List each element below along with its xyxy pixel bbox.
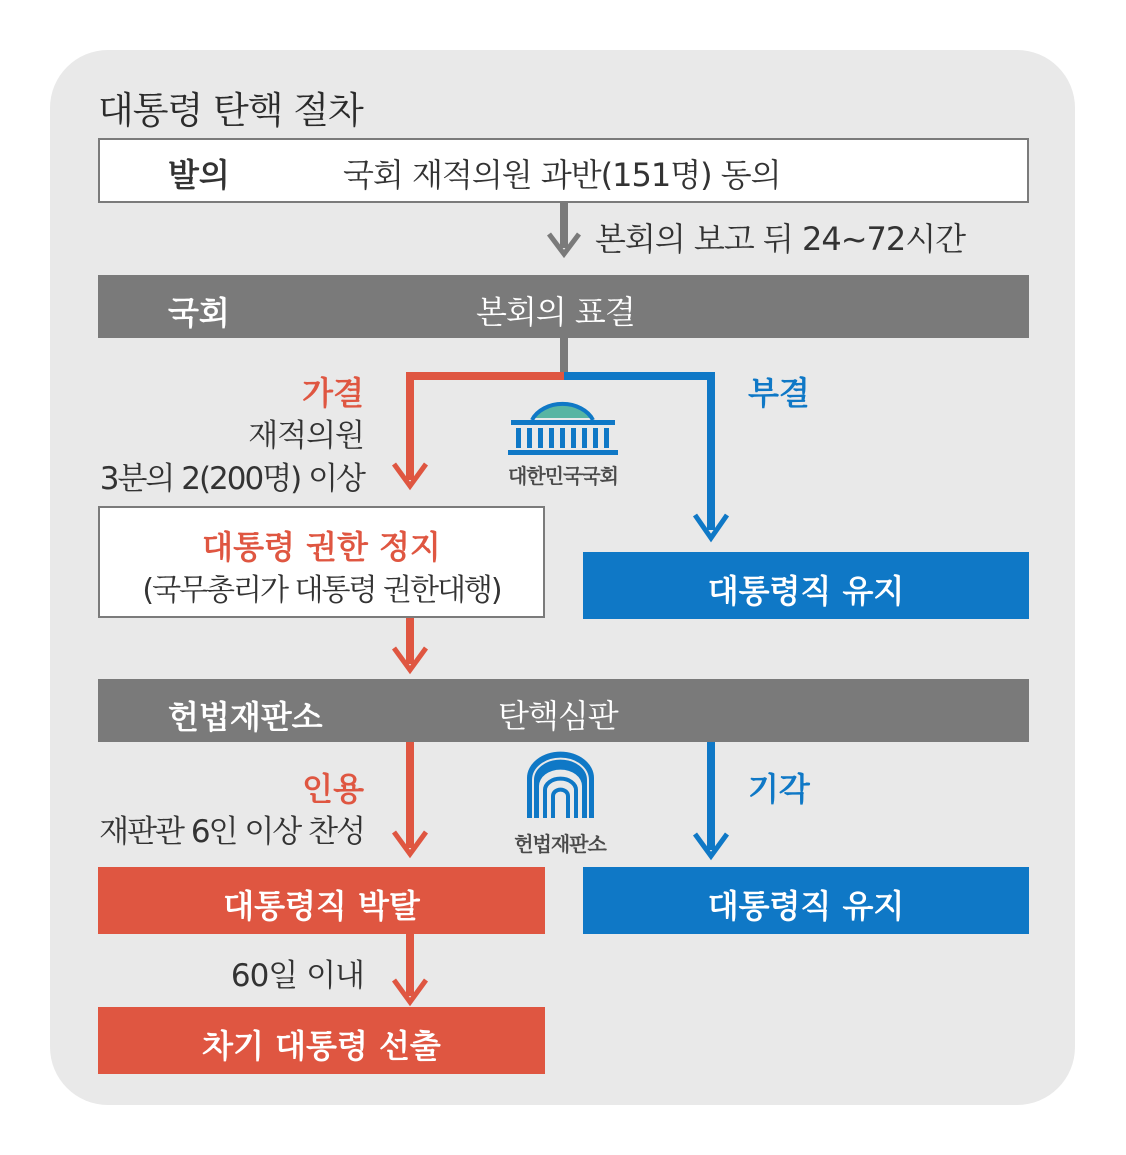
assembly-label: 국회 [168, 294, 230, 332]
retain-text-2: 대통령직 유지 [707, 887, 905, 925]
court-logo-text: 헌법재판소 [514, 832, 606, 856]
page-title: 대통령 탄핵 절차 [98, 89, 363, 132]
uphold-condition: 재판관 6인 이상 찬성 [99, 814, 364, 850]
arrow-dismiss [695, 742, 727, 856]
arrow-uphold [394, 742, 426, 854]
suspension-title: 대통령 권한 정지 [202, 528, 441, 566]
dismiss-label: 기각 [748, 770, 810, 808]
proposal-label: 발의 [168, 156, 230, 194]
pass-label: 가결 [302, 374, 364, 412]
removal-text: 대통령직 박탈 [223, 887, 420, 925]
pass-condition-line1: 재적의원 [248, 418, 364, 454]
proposal-text: 국회 재적의원 과반(151명) 동의 [343, 156, 781, 194]
within-days-text: 60일 이내 [230, 958, 364, 994]
pass-condition-line2: 3분의 2(200명) 이상 [99, 461, 364, 497]
report-timing-text: 본회의 보고 뒤 24~72시간 [595, 220, 966, 258]
uphold-label: 인용 [302, 770, 364, 808]
arrow-proposal-to-vote [549, 203, 579, 254]
constitutional-court-icon [527, 752, 594, 818]
next-election-text: 차기 대통령 선출 [202, 1027, 441, 1065]
retain-text-1: 대통령직 유지 [707, 572, 905, 610]
assembly-vote-text: 본회의 표결 [476, 293, 635, 331]
suspension-subtitle: (국무총리가 대통령 권한대행) [142, 573, 501, 608]
national-assembly-icon [508, 404, 618, 455]
arrow-suspension-to-court [394, 618, 426, 670]
court-trial-text: 탄핵심판 [498, 697, 618, 735]
court-label: 헌법재판소 [168, 698, 323, 736]
assembly-logo-text: 대한민국국회 [508, 464, 618, 488]
reject-label: 부결 [748, 374, 810, 412]
arrow-reject [564, 376, 727, 538]
arrow-to-election [394, 934, 426, 1002]
